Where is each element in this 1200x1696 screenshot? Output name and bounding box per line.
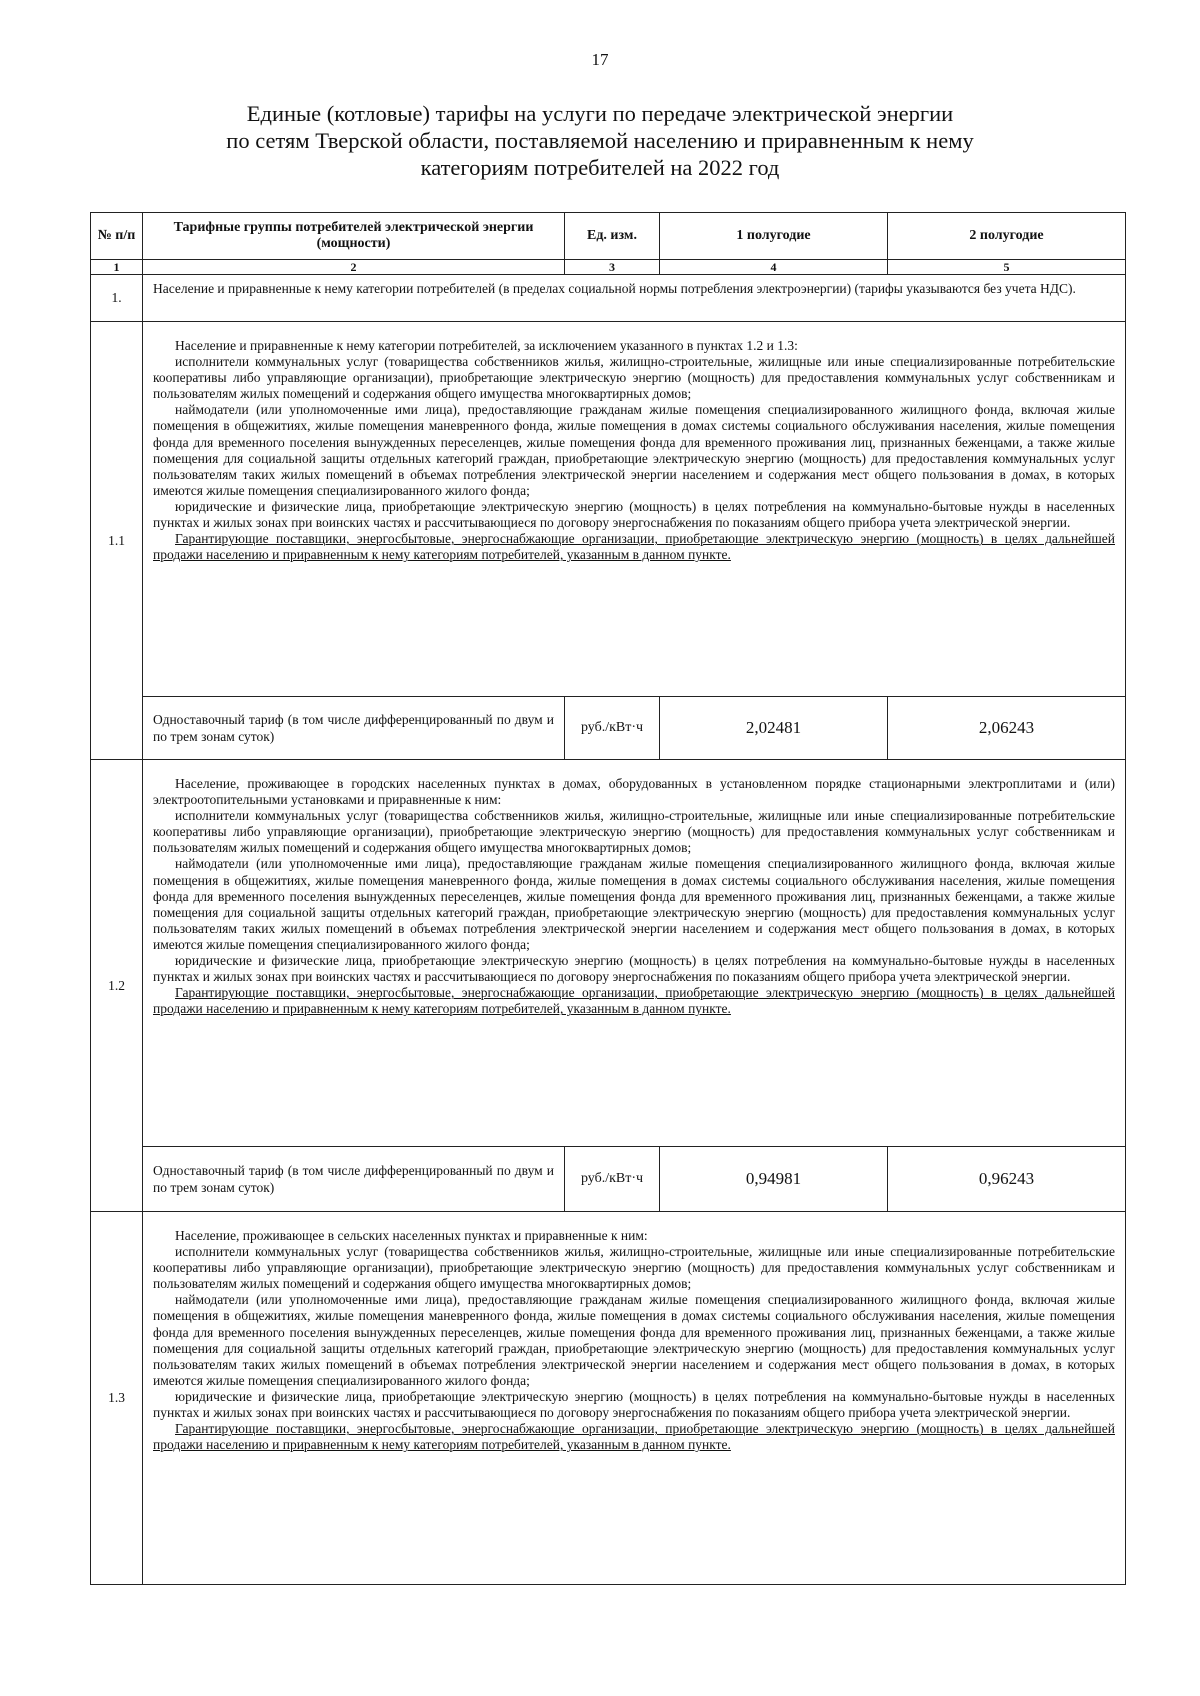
- title-line: категориям потребителей на 2022 год: [420, 155, 780, 180]
- column-index: 5: [888, 260, 1126, 275]
- group-description: [143, 322, 1126, 697]
- paragraph: Население, проживающее в городских населенных пунктах в домах, оборудованных в установленном порядке стационарными электроплитами и (или) электроотопительными установками и приравненные к ним:: [153, 776, 1115, 808]
- paragraph: наймодатели (или уполномоченные ими лица), предоставляющие гражданам жилые помещения специализированного жилищного фонда, включая жилые помещения в общежитиях, жилые помещения маневренного фонда, жилые помещения в домах системы социального обслуживания населения, жилые помещения фонда для временного поселения вынужденных переселенцев, жилые помещения фонда для временного проживания лиц, признанных беженцами, а также жилые помещения для социальной защиты отдельных категорий граждан, приобретающие электрическую энергию (мощность) для предоставления коммунальных услуг пользователям таких жилых помещений в объемах потребления электрической энергии населением и содержания мест общего пользования в домах, в которых имеются жилые помещения специализированного жилого фонда;: [153, 856, 1115, 952]
- column-index: 4: [660, 260, 888, 275]
- group-description: [143, 1212, 1126, 1585]
- paragraph: юридические и физические лица, приобретающие электрическую энергию (мощность) в целях потребления на коммунально-бытовые нужды в населенных пунктах и жилых зонах при воинских частях и рассчитывающиеся по договору энергоснабжения по показаниям общего прибора учета электрической энергии.: [153, 953, 1115, 985]
- paragraph: исполнители коммунальных услуг (товарищества собственников жилья, жилищно-строительные, жилищные или иные специализированные потребительские кооперативы либо управляющие организации), приобретающие электрическую энергию (мощность) для предоставления коммунальных услуг собственникам и пользователям жилых помещений и содержания общего имущества многоквартирных домов;: [153, 1244, 1115, 1292]
- paragraph: юридические и физические лица, приобретающие электрическую энергию (мощность) в целях потребления на коммунально-бытовые нужды в населенных пунктах и жилых зонах при воинских частях и рассчитывающиеся по договору энергоснабжения по показаниям общего прибора учета электрической энергии.: [153, 498, 1115, 531]
- row-number: 1.: [91, 275, 143, 322]
- paragraph: Гарантирующие поставщики, энергосбытовые, энергоснабжающие организации, приобретающие электрическую энергию (мощность) в целях дальнейшей продажи населению и приравненным к нему категориям потребителей, указанным в данном пункте.: [153, 985, 1115, 1017]
- table-row: [91, 1212, 1126, 1585]
- header-half2: 2 полугодие: [888, 213, 1126, 260]
- value-half1: 2,02481: [660, 697, 888, 760]
- paragraph: юридические и физические лица, приобретающие электрическую энергию (мощность) в целях потребления на коммунально-бытовые нужды в населенных пунктах и жилых зонах при воинских частях и рассчитывающиеся по договору энергоснабжения по показаниям общего прибора учета электрической энергии.: [153, 1388, 1115, 1421]
- paragraph: Гарантирующие поставщики, энергосбытовые, энергоснабжающие организации, приобретающие электрическую энергию (мощность) в целях дальнейшей продажи населению и приравненным к нему категориям потребителей, указанным в данном пункте.: [153, 1421, 1115, 1453]
- title-line: по сетям Тверской области, поставляемой населению и приравненным к нему: [226, 128, 974, 153]
- paragraph: исполнители коммунальных услуг (товарищества собственников жилья, жилищно-строительные, жилищные или иные специализированные потребительские кооперативы либо управляющие организации), приобретающие электрическую энергию (мощность) для предоставления коммунальных услуг собственникам и пользователям жилых помещений и содержания общего имущества многоквартирных домов;: [153, 808, 1115, 856]
- table-row: [91, 275, 1126, 322]
- header-row: [91, 213, 1126, 260]
- group-description: [143, 760, 1126, 1147]
- header-unit: Ед. изм.: [565, 213, 660, 260]
- row-number: 1.1: [91, 322, 143, 760]
- column-index: 1: [91, 260, 143, 275]
- value-half1: 0,94981: [660, 1147, 888, 1212]
- header-group: Тарифные группы потребителей электрической энергии (мощности): [143, 213, 565, 260]
- header-half1: 1 полугодие: [660, 213, 888, 260]
- paragraph: Население, проживающее в сельских населенных пунктах и приравненные к ним:: [175, 1228, 648, 1243]
- tariff-table: [90, 212, 1126, 1585]
- paragraph: Гарантирующие поставщики, энергосбытовые, энергоснабжающие организации, приобретающие электрическую энергию (мощность) в целях дальнейшей продажи населению и приравненным к нему категориям потребителей, указанным в данном пункте.: [153, 531, 1115, 563]
- table-row: [91, 322, 1126, 697]
- column-index: 2: [143, 260, 565, 275]
- tariff-label: Одноставочный тариф (в том числе дифференцированный по двум и по трем зонам суток): [143, 697, 565, 760]
- column-index: 3: [565, 260, 660, 275]
- table-row: [91, 760, 1126, 1147]
- header-num: № п/п: [91, 213, 143, 260]
- value-half2: 2,06243: [888, 697, 1126, 760]
- document-title: [150, 100, 1050, 181]
- tariff-row: [91, 697, 1126, 760]
- paragraph: наймодатели (или уполномоченные ими лица), предоставляющие гражданам жилые помещения специализированного жилищного фонда, включая жилые помещения в общежитиях, жилые помещения маневренного фонда, жилые помещения в домах системы социального обслуживания населения, жилые помещения фонда для временного поселения вынужденных переселенцев, жилые помещения фонда для временного проживания лиц, признанных беженцами, а также жилые помещения для социальной защиты отдельных категорий граждан, приобретающие электрическую энергию (мощность) для предоставления коммунальных услуг пользователям таких жилых помещений в объемах потребления электрической энергии населением и содержания мест общего пользования в домах, в которых имеются жилые помещения специализированного жилого фонда;: [153, 1292, 1115, 1388]
- row-number: 1.2: [91, 760, 143, 1212]
- group-description: Население и приравненные к нему категории потребителей (в пределах социальной нормы потребления электроэнергии) (тарифы указываются без учета НДС).: [143, 275, 1126, 322]
- value-half2: 0,96243: [888, 1147, 1126, 1212]
- title-line: Единые (котловые) тарифы на услуги по передаче электрической энергии: [246, 101, 954, 126]
- unit-cell: руб./кВт·ч: [565, 697, 660, 760]
- tariff-label: Одноставочный тариф (в том числе дифференцированный по двум и по трем зонам суток): [143, 1147, 565, 1212]
- unit-cell: руб./кВт·ч: [565, 1147, 660, 1212]
- paragraph: исполнители коммунальных услуг (товарищества собственников жилья, жилищно-строительные, жилищные или иные специализированные потребительские кооперативы либо управляющие организации), приобретающие электрическую энергию (мощность) для предоставления коммунальных услуг собственникам и пользователям жилых помещений и содержания общего имущества многоквартирных домов;: [153, 354, 1115, 402]
- row-number: 1.3: [91, 1212, 143, 1585]
- paragraph: Население и приравненные к нему категории потребителей, за исключением указанного в пунктах 1.2 и 1.3:: [175, 338, 798, 353]
- page-number: 17: [591, 50, 609, 69]
- tariff-row: [91, 1147, 1126, 1212]
- paragraph: наймодатели (или уполномоченные ими лица), предоставляющие гражданам жилые помещения специализированного жилищного фонда, включая жилые помещения в общежитиях, жилые помещения маневренного фонда, жилые помещения в домах системы социального обслуживания населения, жилые помещения фонда для временного поселения вынужденных переселенцев, жилые помещения фонда для временного проживания лиц, признанных беженцами, а также жилые помещения для социальной защиты отдельных категорий граждан, приобретающие электрическую энергию (мощность) для предоставления коммунальных услуг пользователям таких жилых помещений в объемах потребления электрической энергии населением и содержания мест общего пользования в домах, в которых имеются жилые помещения специализированного жилого фонда;: [153, 402, 1115, 498]
- column-index-row: [91, 260, 1126, 275]
